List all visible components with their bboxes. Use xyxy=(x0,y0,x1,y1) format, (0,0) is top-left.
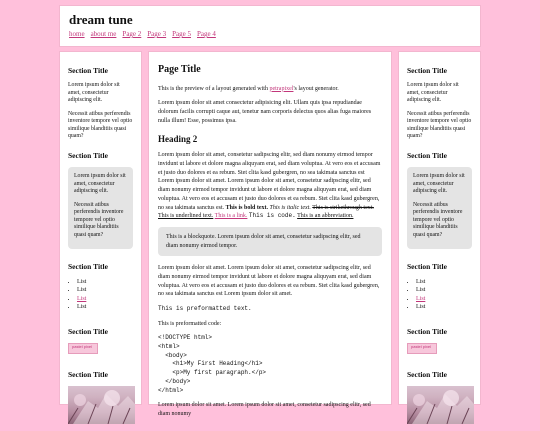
site-header xyxy=(59,5,481,47)
list-item: • List xyxy=(416,286,472,294)
intro-paragraph xyxy=(158,85,382,94)
heading-2: Heading 2 xyxy=(158,134,198,145)
list-link[interactable]: List xyxy=(416,295,426,302)
list-item: • List xyxy=(77,278,133,286)
badge-text: pastel pixel xyxy=(411,343,432,349)
nav-page5-link[interactable]: Page 5 xyxy=(172,30,191,38)
preformatted-text: This is preformatted text. xyxy=(158,305,252,313)
site-title: dream tune xyxy=(69,12,133,27)
nav-page4-link[interactable]: Page 4 xyxy=(197,30,216,38)
blockquote: This is a blockquote. Lorem ipsum dolor sit amet, consetetur sadipscing elitr, sed diam nonumy eirmod tempor. xyxy=(158,227,382,256)
paragraph: Lorem ipsum dolor sit amet. Lorem ipsum dolor sit amet, consetetur sadipscing elitr, sed diam nonumy eirmod tempor invidunt ut labore et dolore magna aliquyam erat, sed diam voluptua. At vero eos et accusam et justo duo dolores et ea rebum. Stet clita kasd gubergren, no sea takimata sanctus est Lorem ipsum dolor sit amet. xyxy=(158,265,380,298)
petrapixel-link[interactable]: petrapixel xyxy=(269,85,294,92)
sidebar-list xyxy=(68,278,133,310)
pixel-badge[interactable] xyxy=(407,343,437,354)
page-title: Page Title xyxy=(158,64,201,75)
section-title: Section Title xyxy=(68,150,108,160)
section-title: Section Title xyxy=(407,326,447,336)
list-item-link[interactable] xyxy=(416,295,472,303)
section-text: Lorem ipsum dolor sit amet, consectetur adipiscing elit. xyxy=(68,82,120,104)
code-text: This is code. xyxy=(248,212,296,220)
section-title: Section Title xyxy=(407,262,447,272)
section-title: Section Title xyxy=(407,66,447,75)
paragraph: Lorem ipsum dolor sit amet. Lorem ipsum dolor sit amet, consetetur sadipscing elitr, sed diam nonumy xyxy=(158,402,371,417)
section-text: Necessit atibus perferendis inventore tempore vel optio similique blanditiis quasi quam? xyxy=(74,201,124,238)
abbreviation-text: This is an abbreviation. xyxy=(297,213,354,220)
left-sidebar xyxy=(59,51,142,405)
list-item: • List xyxy=(77,303,133,311)
list-item: • List xyxy=(416,278,472,286)
section-text: Necessit atibus perferendis inventore tempore vel optio similique blanditiis quasi quam? xyxy=(68,110,133,140)
intro-text: This is the preview of a layout generated with xyxy=(158,85,270,92)
sample-link[interactable]: This is a link. xyxy=(214,213,248,220)
paragraph: Lorem ipsum dolor sit amet consectetur adipisicing elit. Ullam quis ipsa repudiandae dolorum facilis corrupti caque aut, tenetur nam corporis delectus quos alias fuga maiores nulla illum! Esse, possimus ipsa. xyxy=(158,100,372,124)
nav-page3-link[interactable]: Page 3 xyxy=(147,30,167,38)
intro-text-end: 's layout generator. xyxy=(293,85,339,92)
bold-text: This is bold text. xyxy=(225,204,268,211)
nav-page2-link[interactable]: Page 2 xyxy=(122,30,142,38)
code-block: <!DOCTYPE html> <html> <body> <h1>My First Heading</h1> <p>My first paragraph.</p> </body> </html> xyxy=(158,334,267,394)
pixel-badge[interactable] xyxy=(68,343,98,354)
sidebar-box xyxy=(407,167,472,249)
section-text: Necessit atibus perferendis inventore tempore vel optio similique blanditiis quasi quam? xyxy=(413,201,463,238)
section-title: Section Title xyxy=(68,326,108,336)
badge-text: pastel pixel xyxy=(72,343,93,349)
italic-text: This is italic text. xyxy=(269,204,311,211)
sidebar-list xyxy=(407,278,472,310)
list-item-link[interactable] xyxy=(77,295,133,303)
strike-text: This is strikethrough text. xyxy=(312,204,374,211)
section-text: Necessit atibus perferendis inventore tempore vel optio similique blanditiis quasi quam? xyxy=(407,110,472,140)
nav-about-link[interactable]: about me xyxy=(90,30,117,38)
list-item: • List xyxy=(416,303,472,311)
section-title: Section Title xyxy=(407,369,447,379)
sidebar-box xyxy=(68,167,133,249)
top-nav xyxy=(69,30,471,39)
underline-text: This is underlined text. xyxy=(158,213,214,220)
formatted-paragraph xyxy=(158,151,382,221)
code-label: This is preformatted code: xyxy=(158,320,222,327)
section-title: Section Title xyxy=(68,66,108,75)
section-text: Lorem ipsum dolor sit amet, consectetur adipiscing elit. xyxy=(74,172,126,195)
section-title: Section Title xyxy=(68,369,108,379)
section-text: Lorem ipsum dolor sit amet, consectetur adipiscing elit. xyxy=(413,172,465,195)
section-title: Section Title xyxy=(68,262,108,272)
list-link[interactable]: List xyxy=(77,295,87,302)
list-item: • List xyxy=(77,286,133,294)
nav-home-link[interactable]: home xyxy=(69,30,85,38)
main-content xyxy=(148,51,392,417)
paragraph-text: Lorem ipsum dolor sit amet, consetetur sadipscing elitr, sed diam nonumy eirmod tempor invidunt ut labore et dolore magna aliquyam erat, sed diam voluptua. At vero eos et accusam et justo duo dolores et ea rebum. Stet clita kasd gubergren, no sea takimata sanctus est Lorem ipsum dolor sit amet. Lorem ipsum dolor sit amet, consetetur sadipscing elitr, sed diam nonumy eirmod tempor invidunt ut labore et dolore magna aliquyam erat, sed diam voluptua. At vero eos et accusam et justo duo dolores et ea rebum. Stet clita kasd gubergren, no sea takimata sanctus est. xyxy=(158,152,381,211)
right-sidebar xyxy=(398,51,481,405)
section-text: Lorem ipsum dolor sit amet, consectetur adipiscing elit. xyxy=(407,82,459,104)
section-title: Section Title xyxy=(407,150,447,160)
